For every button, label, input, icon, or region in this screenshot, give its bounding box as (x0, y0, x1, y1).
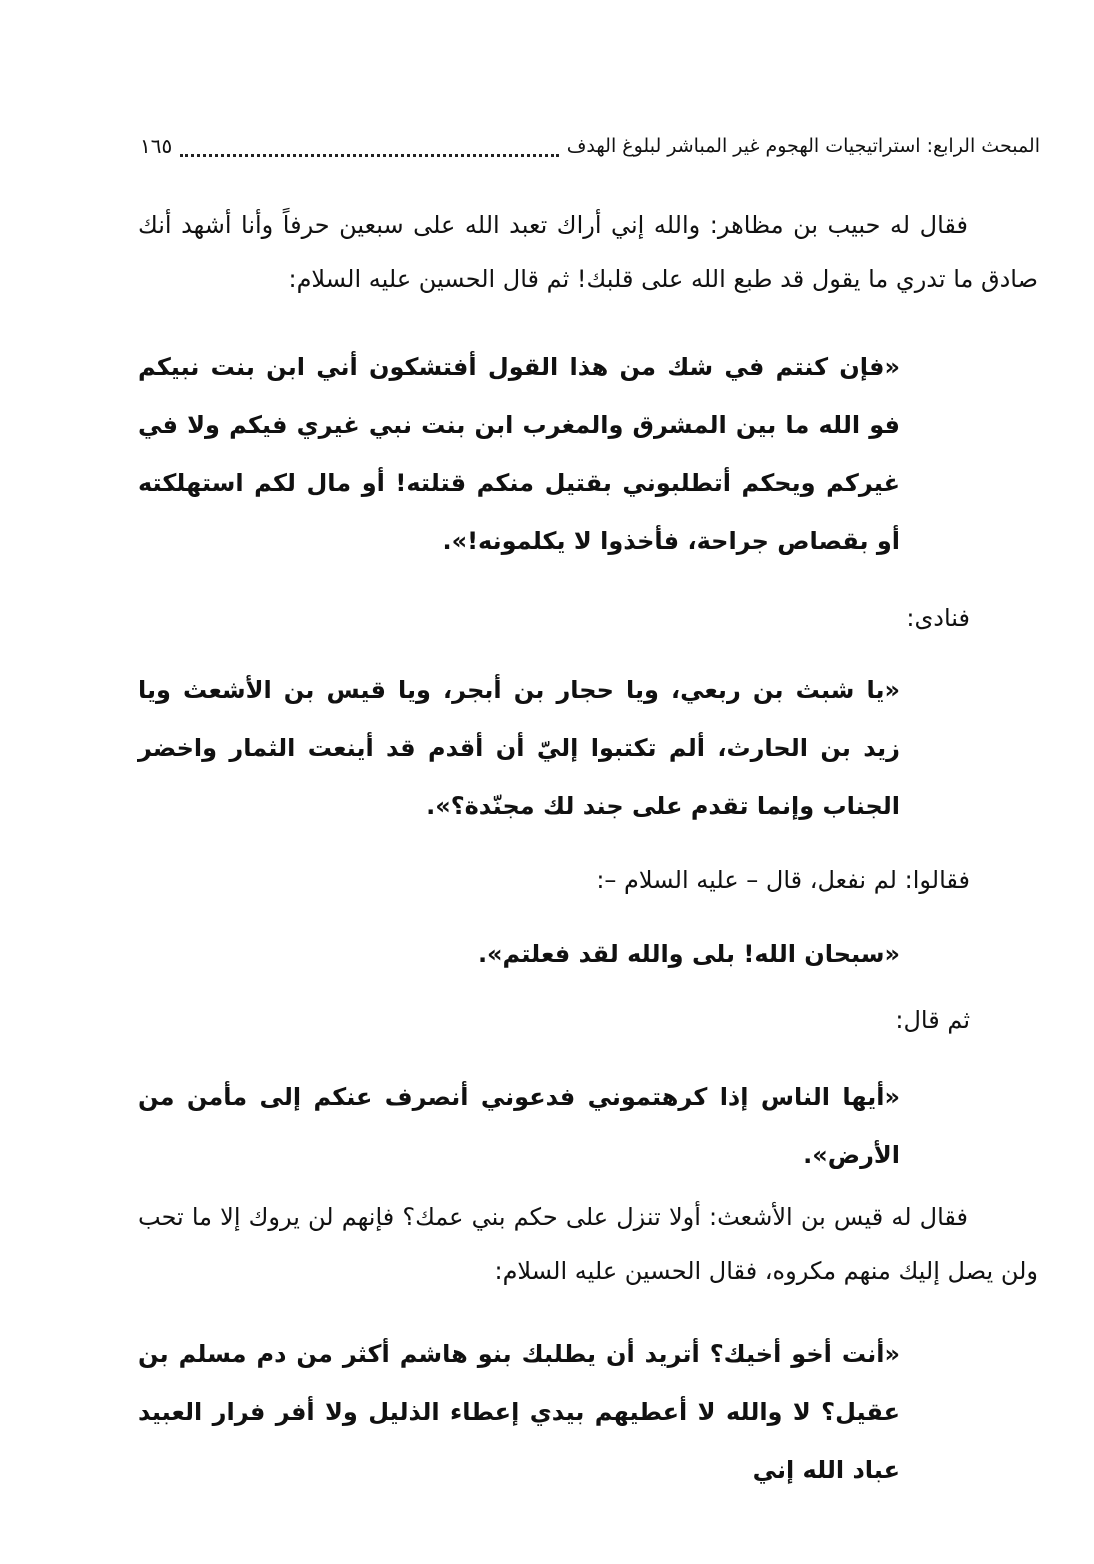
paragraph-nada: فنادى: (906, 604, 970, 632)
paragraph-faqalu: فقالوا: لم نفعل، قال – عليه السلام –: (596, 866, 970, 894)
paragraph-habib: فقال له حبيب بن مظاهر: والله إني أراك تعبد الله على سبعين حرفاً وأنا أشهد أنك صادق ما تدري ما يقول قد طبع الله على قلبك! ثم قال الحسين عليه السلام: (138, 211, 1038, 293)
quote-husayn-4: «أيها الناس إذا كرهتموني فدعوني أنصرف عنكم إلى مأمن من الأرض». (138, 1083, 900, 1169)
page-number: ١٦٥ (140, 134, 173, 158)
paragraph-thumma-qal: ثم قال: (895, 1006, 970, 1034)
paragraph-qays: فقال له قيس بن الأشعث: أولا تنزل على حكم بني عمك؟ فإنهم لن يروك إلا ما تحب ولن يصل إليك منهم مكروه، فقال الحسين عليه السلام: (138, 1203, 1038, 1285)
section-title: المبحث الرابع: استراتيجيات الهجوم غير المباشر لبلوغ الهدف (566, 135, 1040, 157)
quote-husayn-5: «أنت أخو أخيك؟ أتريد أن يطلبك بنو هاشم أكثر من دم مسلم بن عقيل؟ لا والله لا أعطيهم بيدي إعطاء الذليل ولا أفر فرار العبيد عباد الله إني (138, 1340, 900, 1484)
quote-husayn-3: «سبحان الله! بلى والله لقد فعلتم». (477, 940, 900, 968)
dot-leader (180, 136, 559, 157)
quote-husayn-1: «فإن كنتم في شك من هذا القول أفتشكون أني ابن بنت نبيكم فو الله ما بين المشرق والمغرب ابن بنت نبي غيري فيكم ولا في غيركم ويحكم أتطلبوني بقتيل منكم قتلته! أو مال لكم استهلكته أو بقصاص جراحة، فأخذوا لا يكلمونه!». (138, 353, 900, 555)
running-header (140, 126, 1040, 166)
quote-husayn-2: «يا شبث بن ربعي، ويا حجار بن أبجر، ويا قيس بن الأشعث ويا زيد بن الحارث، ألم تكتبوا إليّ أن أقدم قد أينعت الثمار واخضر الجناب وإنما تقدم على جند لك مجنّدة؟». (138, 676, 900, 820)
